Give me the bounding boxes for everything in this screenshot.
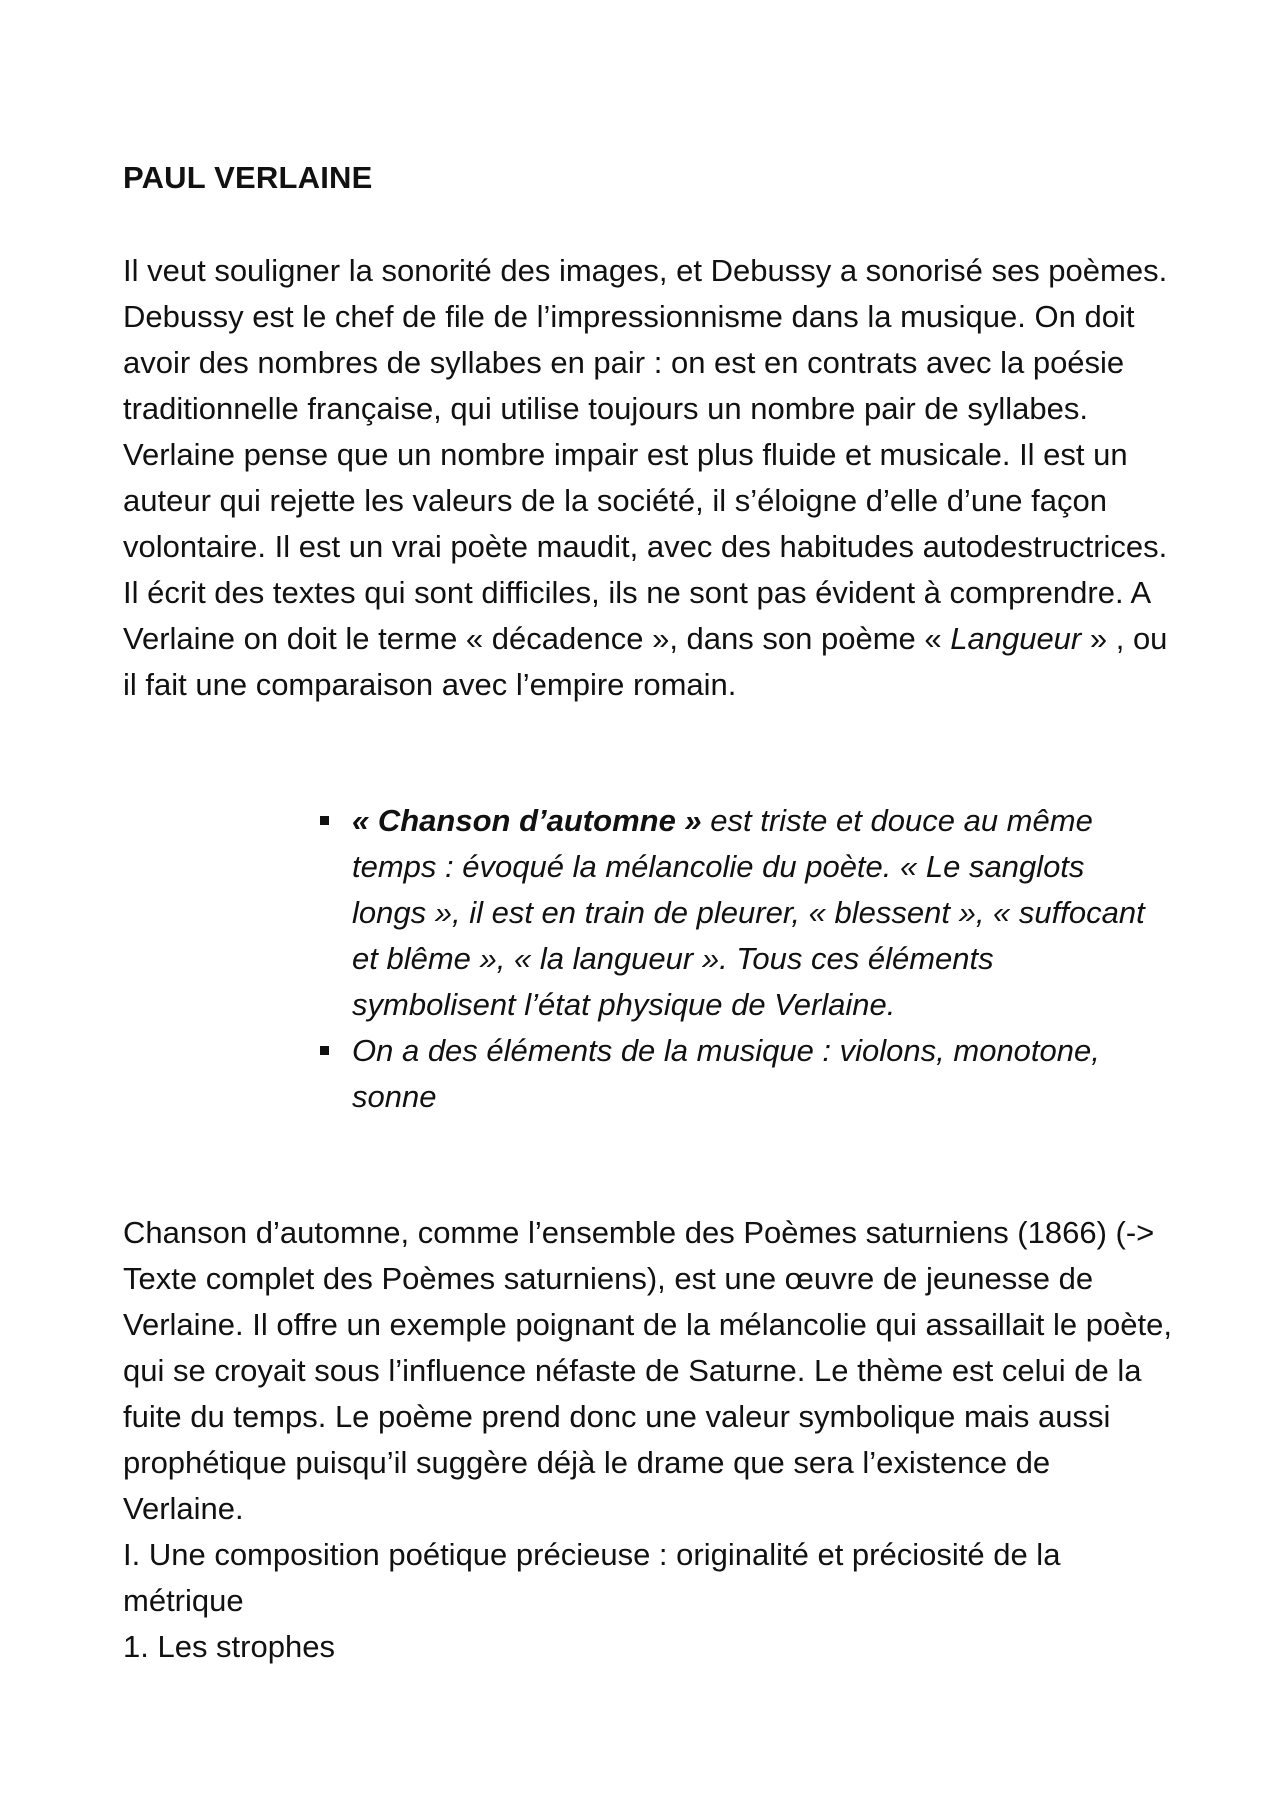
list-item [352,1028,1152,1120]
section-heading-1: I. Une composition poétique précieuse : originalité et préciosité de la métrique [123,1537,1061,1618]
list-item [352,798,1152,1028]
square-bullet-icon [320,1046,329,1055]
analysis-section [123,1210,1173,1670]
square-bullet-icon [320,816,329,825]
bullet-text: On a des éléments de la musique : violons, monotone, sonne [352,1033,1100,1114]
bullet-list [352,798,1152,1120]
intro-text: Il veut souligner la sonorité des images, et Debussy a sonorisé ses poèmes. Debussy est le chef de file de l’impressionnisme dans la musique. On doit avoir des nombres de syllabes en pair : on est en contrats avec la poésie traditionnelle française, qui utilise toujours un nombre pair de syllabes. Verlaine pense que un nombre impair est plus fluide et musicale. Il est un auteur qui rejette les valeurs de la société, il s’éloigne d’elle d’une façon volontaire. Il est un vrai poète maudit, avec des habitudes autodestructrices. Il écrit des textes qui sont difficiles, ils ne sont pas évident à comprendre. A Verlaine on doit le terme « décadence », dans son poème « [123,253,1168,656]
bullet-text: est triste et douce au même temps : évoqué la mélancolie du poète. « Le sanglots longs », il est en train de pleurer, « blessent », « suffocant et blême », « la langueur ». Tous ces éléments symbolisent l’état physique de Verlaine. [352,803,1145,1022]
section-heading-2: 1. Les strophes [123,1629,335,1664]
intro-paragraph [123,248,1173,708]
page-title: PAUL VERLAINE [123,160,373,195]
bullet-bold-title: « Chanson d’automne » [352,803,702,838]
intro-text-end: » , ou il fait une comparaison avec l’empire romain. [123,621,1168,702]
analysis-paragraph: Chanson d’automne, comme l’ensemble des Poèmes saturniens (1866) (-> Texte complet des Poèmes saturniens), est une œuvre de jeunesse de Verlaine. Il offre un exemple poignant de la mélancolie qui assaillait le poète, qui se croyait sous l’influence néfaste de Saturne. Le thème est celui de la fuite du temps. Le poème prend donc une valeur symbolique mais aussi prophétique puisqu’il suggère déjà le drame que sera l’existence de Verlaine. [123,1215,1172,1526]
poem-title-langueur: Langueur [950,621,1082,656]
